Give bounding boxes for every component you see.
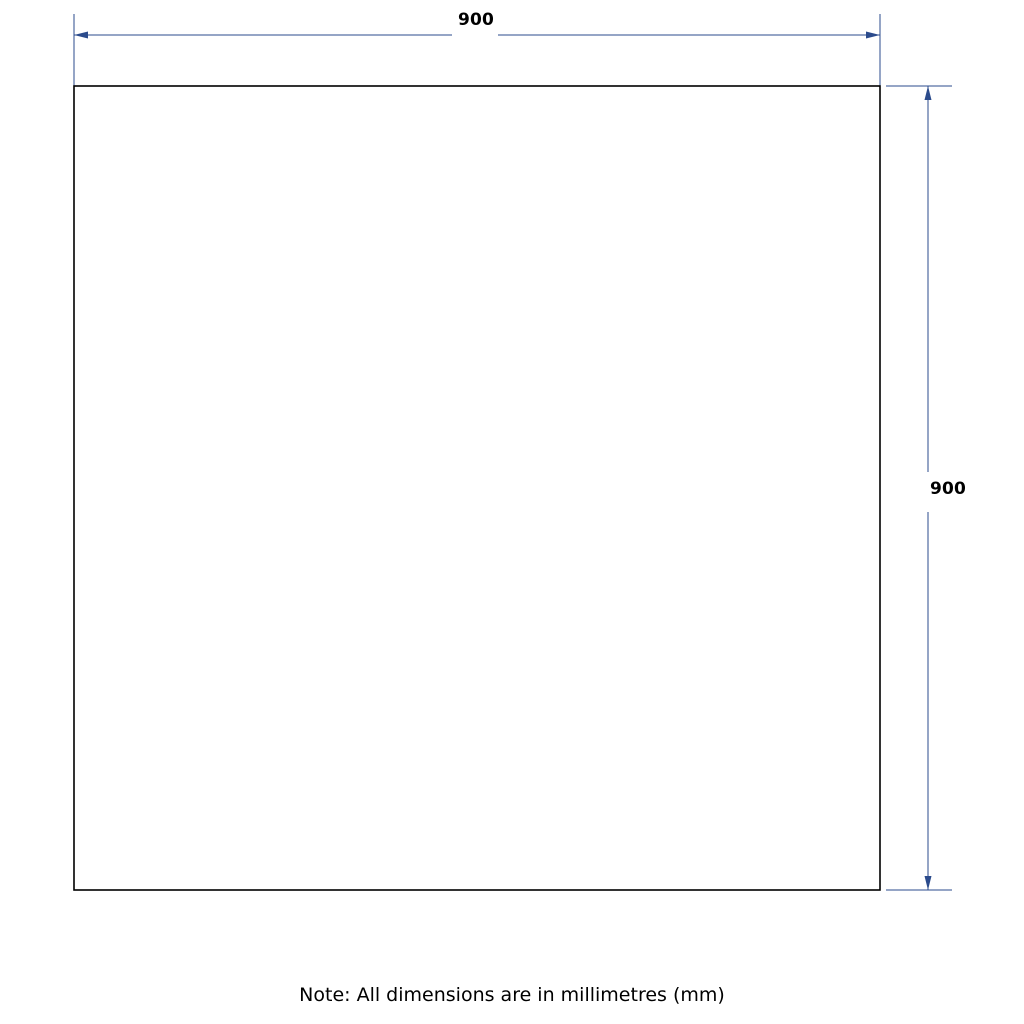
square-panel-outline <box>74 86 880 890</box>
arrowhead-right-bottom <box>925 876 932 890</box>
arrowhead-right-top <box>925 86 932 100</box>
units-note: Note: All dimensions are in millimetres (mm) <box>299 984 725 1006</box>
arrowhead-top-left <box>74 32 88 39</box>
dimension-label-top: 900 <box>458 10 495 30</box>
arrowhead-top-right <box>866 32 880 39</box>
dimension-label-right: 900 <box>930 479 967 499</box>
